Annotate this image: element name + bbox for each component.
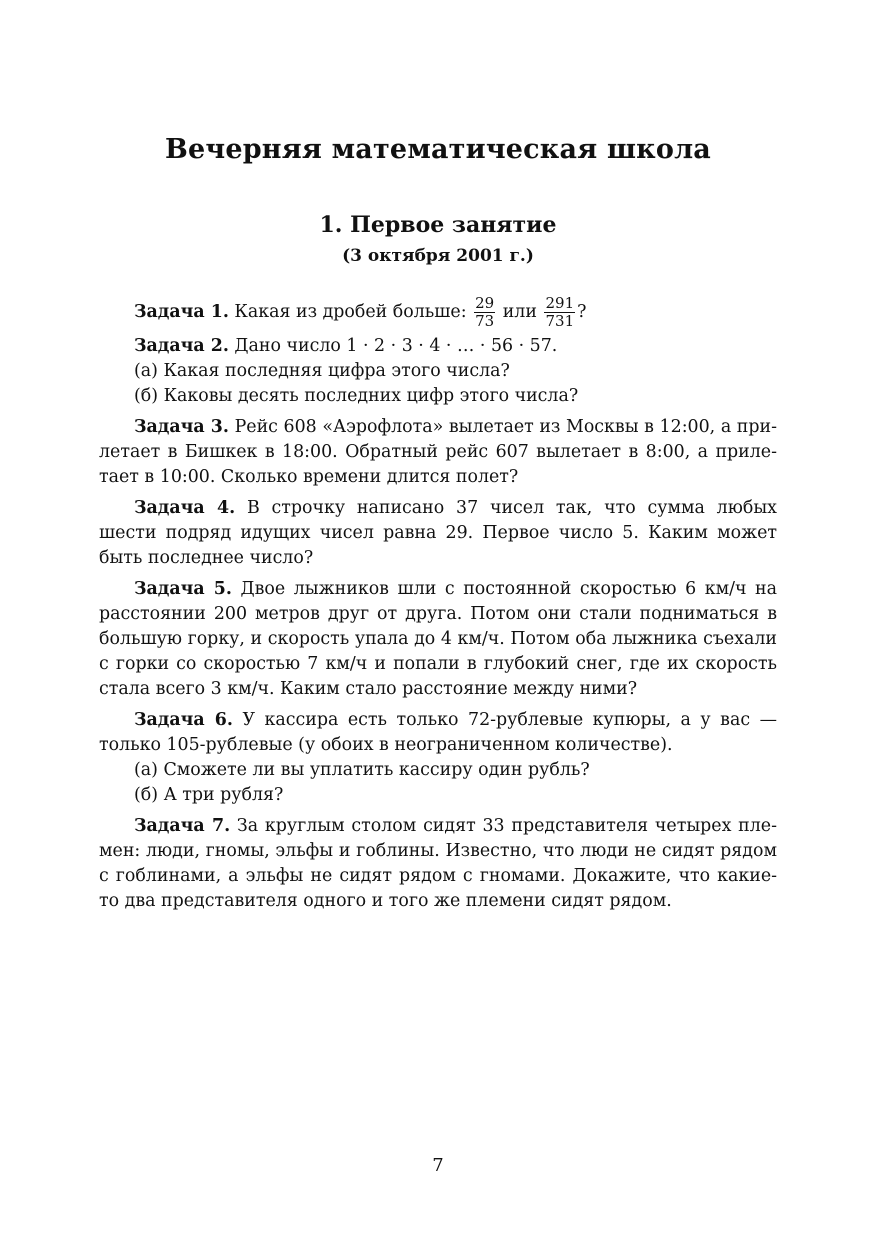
sub-question-b: (б) А три рубля?	[134, 785, 284, 805]
problem-1	[99, 294, 777, 330]
question-mark: ?	[577, 302, 587, 322]
problem-2-group	[99, 334, 777, 409]
fraction-numerator: 29	[475, 294, 495, 312]
problem-2	[99, 334, 777, 359]
problem-6-group	[99, 708, 777, 808]
fraction-29-73	[474, 295, 495, 330]
fraction-denominator: 73	[475, 312, 495, 330]
problem-text: У кассира есть только 72-рублевые купюры, а у вас — только 105-рублевые (у обоих в неограниченном количестве).	[99, 710, 777, 755]
problem-label: Задача 4.	[134, 498, 236, 518]
problem-5	[99, 577, 777, 702]
problem-text: Двое лыжников шли с постоянной скоростью 6 км/ч на расстоянии 200 метров друг от друга. Потом они стали подниматься в большую горку, и скорость упала до 4 км/ч. Потом оба лыжника съехали с горки со скоростью 7 км/ч и попали в глубокий снег, где их скорость стала всего 3 км/ч. Каким стало расстояние между ними?	[99, 579, 777, 699]
sub-question-a: (а) Какая последняя цифра этого числа?	[134, 361, 510, 381]
problem-text: Какая из дробей больше:	[234, 302, 467, 322]
problem-6	[99, 708, 777, 758]
fraction-numerator: 291	[545, 294, 575, 312]
fraction-291-731	[544, 295, 575, 330]
fraction-denominator: 731	[545, 312, 575, 330]
problem-label: Задача 3.	[134, 417, 229, 437]
or-word: или	[502, 302, 537, 322]
problem-text: Дано число 1 · 2 · 3 · 4 · … · 56 · 57.	[234, 336, 558, 356]
chapter-date: (3 октября 2001 г.)	[342, 246, 534, 266]
chapter-title: 1. Первое занятие	[319, 212, 557, 238]
sub-question-b: (б) Каковы десять последних цифр этого числа?	[134, 386, 579, 406]
problem-label: Задача 2.	[134, 336, 229, 356]
problem-list	[99, 294, 777, 920]
book-title: Вечерняя математическая школа	[164, 134, 711, 165]
problem-3	[99, 415, 777, 490]
problem-text: В строчку написано 37 чисел так, что сумма любых шести подряд идущих чисел равна 29. Первое число 5. Каким может быть последнее число?	[99, 498, 777, 568]
problem-label: Задача 7.	[134, 816, 231, 836]
problem-label: Задача 5.	[134, 579, 232, 599]
problem-4	[99, 496, 777, 571]
problem-label: Задача 1.	[134, 302, 229, 322]
problem-label: Задача 6.	[134, 710, 233, 730]
problem-7	[99, 814, 777, 914]
problem-text: За круглым столом сидят 33 представителя четырех племен: люди, гномы, эльфы и гоблины. Известно, что люди не сидят рядом с гоблинами, а эльфы не сидят рядом с гномами. Докажите, что какие-то два представителя одного и того же племени сидят рядом.	[99, 816, 777, 911]
sub-question-a: (а) Сможете ли вы уплатить кассиру один рубль?	[134, 760, 590, 780]
problem-text: Рейс 608 «Аэрофлота» вылетает из Москвы в 12:00, а прилетает в Бишкек в 18:00. Обратный рейс 607 вылетает в 8:00, а прилетает в 10:00. Сколько времени длится полет?	[99, 417, 778, 487]
page-number: 7	[432, 1155, 444, 1176]
